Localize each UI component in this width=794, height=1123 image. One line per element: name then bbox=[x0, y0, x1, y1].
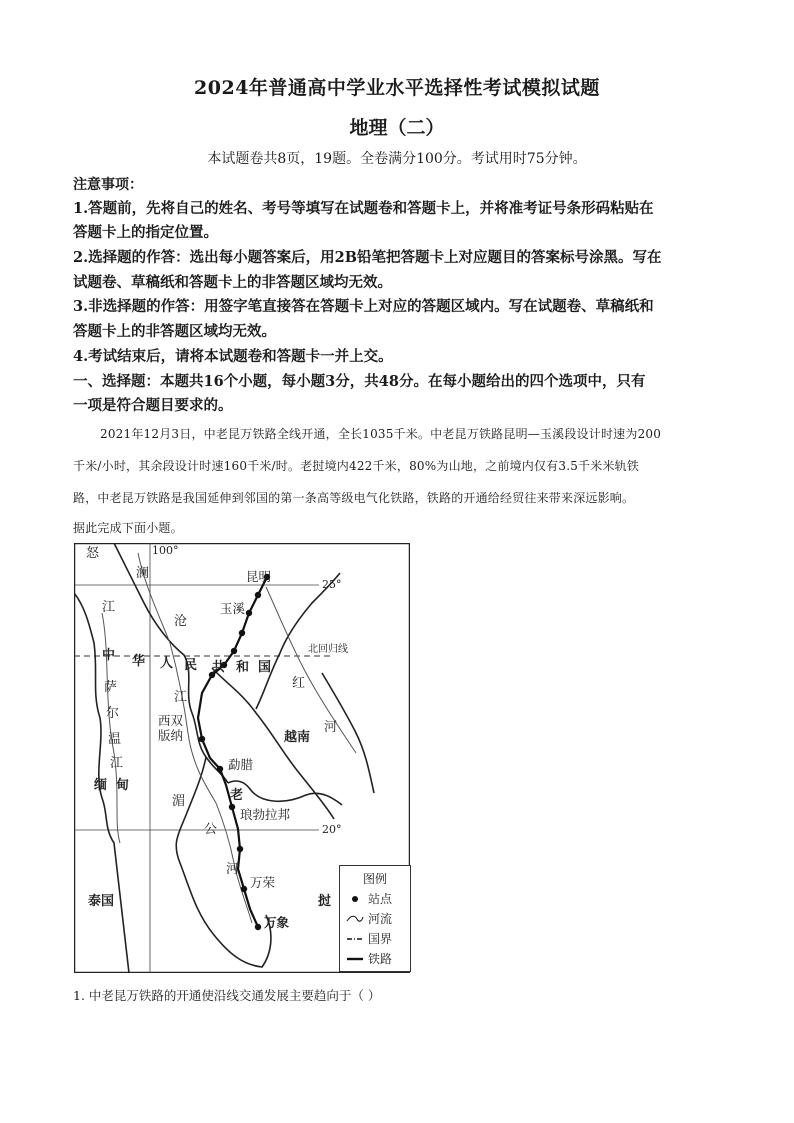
railway-icon bbox=[346, 953, 364, 965]
station-dot-icon bbox=[346, 893, 364, 905]
country-label: 泰国 bbox=[88, 894, 115, 909]
station-label: 勐腊 bbox=[228, 757, 254, 772]
lon-label: 100° bbox=[152, 544, 179, 557]
legend-title: 图例 bbox=[362, 872, 387, 886]
border-icon bbox=[346, 933, 364, 945]
note-line: 1.答题前，先将自己的姓名、考号等填写在试题卷和答题卡上，并将准考证号条形码粘贴在 bbox=[73, 200, 654, 217]
river-label: 河 bbox=[226, 862, 240, 877]
exam-subject: 地理（二） bbox=[349, 117, 445, 139]
section-heading: 一项是符合题目要求的。 bbox=[73, 397, 233, 414]
note-line: 2.选择题的作答：选出每小题答案后，用2B铅笔把答题卡上对应题目的答案标号涂黑。写在 bbox=[73, 249, 662, 266]
station-vientiane bbox=[255, 924, 261, 930]
question-1: 1. 中老昆万铁路的开通使沿线交通发展主要趋向于（ ） bbox=[73, 988, 381, 1003]
station-mengla bbox=[217, 766, 223, 772]
country-label: 和 bbox=[236, 660, 250, 675]
river-label: 红 bbox=[292, 676, 306, 691]
station-label: 万荣 bbox=[250, 875, 276, 890]
country-label: 民 bbox=[184, 658, 198, 673]
passage-line: 千米/小时，其余段设计时速160千米/时。老挝境内422千米，80%为山地，之前境内仅有3.5千米米轨铁 bbox=[73, 459, 640, 473]
river-label: 河 bbox=[324, 720, 338, 735]
station-label: 琅勃拉邦 bbox=[240, 807, 291, 822]
tropic-label: 北回归线 bbox=[308, 644, 348, 655]
river-label: 温 bbox=[108, 732, 122, 747]
river-label: 江 bbox=[174, 690, 188, 705]
station-point bbox=[255, 592, 261, 598]
exam-info: 本试题卷共8页，19题。全卷满分100分。考试用时75分钟。 bbox=[207, 151, 587, 167]
river-label: 湄 bbox=[172, 794, 186, 809]
exam-title: 2024年普通高中学业水平选择性考试模拟试题 bbox=[194, 77, 600, 99]
map-legend bbox=[339, 865, 411, 972]
station-xishuangbanna bbox=[199, 736, 205, 742]
passage-line: 2021年12月3日，中老昆万铁路全线开通，全长1035千米。中老昆万铁路昆明—玉溪段设计时速为200 bbox=[100, 427, 662, 441]
river-label: 萨 bbox=[104, 680, 118, 695]
legend-item bbox=[346, 930, 392, 947]
note-line: 3.非选择题的作答：用签字笔直接答在答题卡上对应的答题区域内。写在试题卷、草稿纸和 bbox=[73, 298, 654, 315]
country-label: 人 bbox=[160, 656, 174, 671]
legend-item bbox=[346, 910, 392, 927]
river-label: 澜 bbox=[136, 566, 150, 581]
passage-line: 据此完成下面小题。 bbox=[73, 521, 183, 535]
station-label: 西双版纳 bbox=[158, 713, 184, 743]
river-label: 尔 bbox=[106, 706, 120, 721]
legend-label: 站点 bbox=[368, 892, 393, 906]
note-line: 答题卡上的非答题区域均无效。 bbox=[73, 323, 276, 340]
station-point bbox=[239, 630, 245, 636]
note-line: 试题卷、草稿纸和答题卡上的非答题区域均无效。 bbox=[73, 274, 392, 291]
notes-heading: 注意事项： bbox=[73, 177, 143, 193]
legend-item bbox=[346, 890, 392, 907]
railway-map bbox=[74, 543, 410, 973]
lat-label: 25° bbox=[322, 578, 342, 591]
country-label: 越南 bbox=[284, 730, 311, 745]
legend-label: 国界 bbox=[368, 932, 393, 946]
river-label: 怒 bbox=[86, 546, 100, 561]
legend-label: 铁路 bbox=[368, 952, 393, 966]
note-line: 4.考试结束后，请将本试题卷和答题卡一并上交。 bbox=[73, 348, 393, 365]
river-label: 沧 bbox=[174, 614, 188, 629]
legend-label: 河流 bbox=[368, 912, 393, 926]
river-icon bbox=[346, 913, 364, 925]
country-label: 甸 bbox=[116, 778, 130, 793]
country-label: 挝 bbox=[318, 894, 332, 909]
station-luangprabang bbox=[229, 804, 235, 810]
country-label: 老 bbox=[230, 788, 244, 803]
station-point bbox=[231, 648, 237, 654]
legend-item bbox=[346, 950, 392, 967]
river-label: 江 bbox=[102, 600, 116, 615]
country-label: 国 bbox=[258, 660, 272, 675]
station-label: 昆明 bbox=[246, 569, 272, 584]
passage-line: 路，中老昆万铁路是我国延伸到邻国的第一条高等级电气化铁路，铁路的开通给经贸往来带来深远影响。 bbox=[73, 491, 635, 505]
section-heading: 一、选择题：本题共16个小题，每小题3分，共48分。在每小题给出的四个选项中，只有 bbox=[73, 373, 646, 390]
note-line: 答题卡上的指定位置。 bbox=[73, 224, 218, 241]
station-yuxi bbox=[246, 610, 252, 616]
country-label: 华 bbox=[132, 654, 146, 669]
station-vangvieng bbox=[241, 886, 247, 892]
station-point bbox=[237, 846, 243, 852]
river-label: 江 bbox=[110, 756, 124, 771]
river-label: 公 bbox=[204, 822, 218, 837]
station-label: 万象 bbox=[264, 915, 290, 930]
country-label: 共 bbox=[212, 660, 226, 675]
country-label: 中 bbox=[102, 648, 116, 663]
station-label: 玉溪 bbox=[220, 601, 246, 616]
lat-label: 20° bbox=[322, 823, 342, 836]
country-label: 缅 bbox=[94, 778, 108, 793]
